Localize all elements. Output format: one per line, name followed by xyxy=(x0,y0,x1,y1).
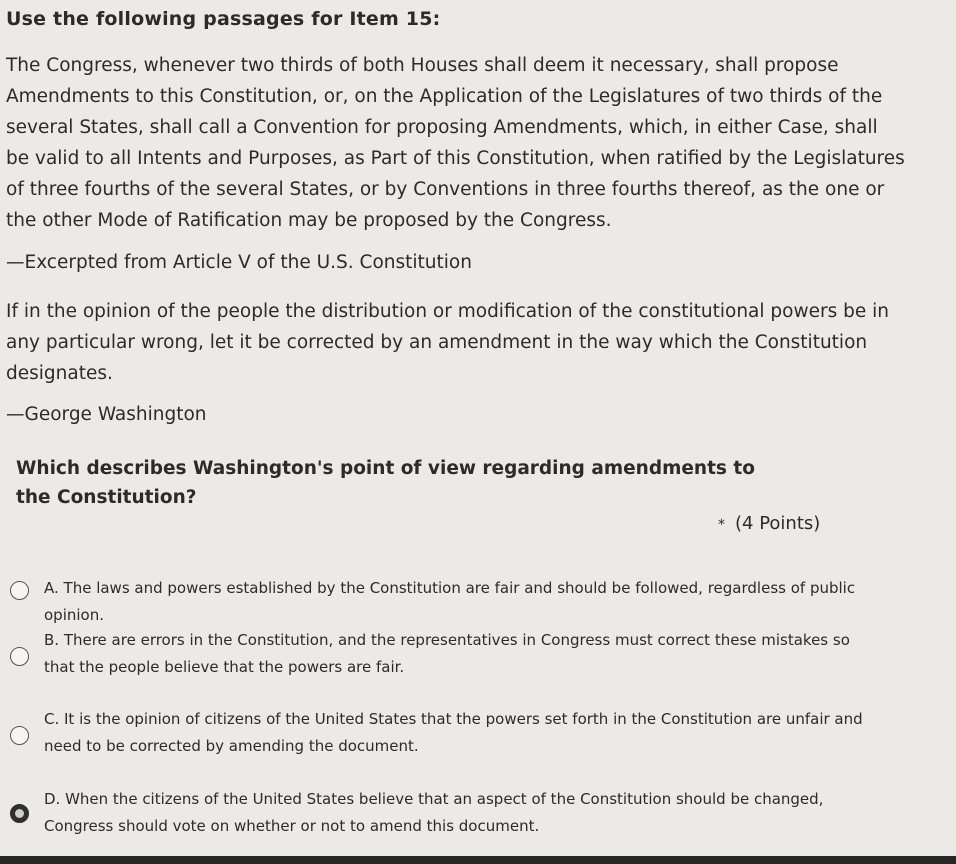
radio-button-d[interactable] xyxy=(10,804,29,823)
option-d-label: D. When the citizens of the United States believe that an aspect of the Constitution should be changed, Congress should vote on whether or not to amend this document. xyxy=(44,790,824,835)
option-a-label: A. The laws and powers established by the Constitution are fair and should be followed, regardless of public opinion. xyxy=(44,579,856,624)
radio-button-b[interactable] xyxy=(10,647,29,666)
question-points xyxy=(718,513,820,534)
bottom-edge-bar xyxy=(0,856,956,864)
question-text: Which describes Washington's point of view regarding amendments to the Constitution? xyxy=(16,458,755,508)
required-marker: * xyxy=(718,517,725,533)
option-c-label: C. It is the opinion of citizens of the United States that the powers set forth in the Constitution are unfair and need to be corrected by amending the document. xyxy=(44,710,863,755)
radio-button-a[interactable] xyxy=(10,581,29,600)
radio-button-c[interactable] xyxy=(10,726,29,745)
points-label: (4 Points) xyxy=(735,513,821,534)
passage-article-v: The Congress, whenever two thirds of both Houses shall deem it necessary, shall propose Amendments to this Constitution, or, on the Application of the Legislatures of two thirds of the several States, shall call a Convention for proposing Amendments, which, in either Case, shall be valid to all Intents and Purposes, as Part of this Constitution, when ratified by the Legislatures of three fourths of the several States, or by Conventions in three fourths thereof, as the one or the other Mode of Ratification may be proposed by the Congress. xyxy=(6,55,905,231)
passage-article-v-attribution: —Excerpted from Article V of the U.S. Constitution xyxy=(6,252,472,273)
option-b-label: B. There are errors in the Constitution, and the representatives in Congress must correct these mistakes so that the people believe that the powers are fair. xyxy=(44,631,850,676)
passage-washington-attribution: —George Washington xyxy=(6,404,207,425)
item-heading: Use the following passages for Item 15: xyxy=(6,8,441,30)
passage-washington: If in the opinion of the people the distribution or modification of the constitutional powers be in any particular wrong, let it be corrected by an amendment in the way which the Constitution designates. xyxy=(6,301,889,384)
